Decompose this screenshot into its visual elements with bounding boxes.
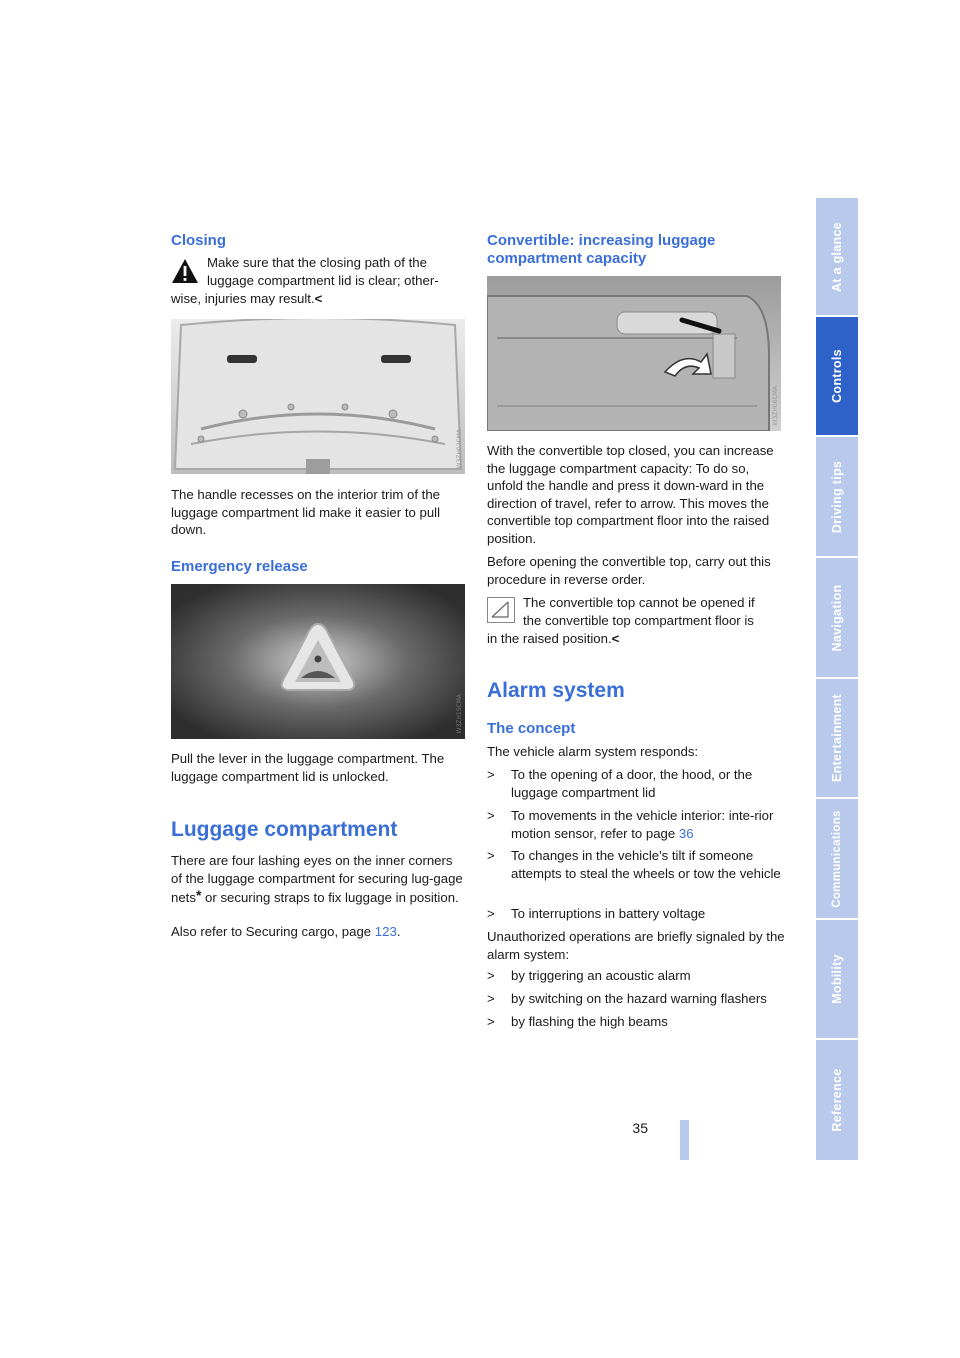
tab-label: Reference: [830, 1068, 844, 1132]
lever-paragraph: Pull the lever in the luggage compartment. The luggage compartment lid is unlocked.: [171, 751, 445, 784]
capacity-paragraph: With the convertible top closed, you can increase the luggage compartment capacity: To do so, unfold the handle and press it down-ward in the direction of travel, refer to arrow. This moves the convertible top compartment floor into the raised position.: [487, 443, 774, 546]
tab-communications[interactable]: [816, 799, 858, 918]
convertible-heading: Convertible: increasing luggage compartment capacity: [487, 232, 716, 267]
reverse-paragraph: Before opening the convertible top, carry out this procedure in reverse order.: [487, 554, 771, 587]
closing-warning-text-end: wise, injuries may result.: [171, 291, 315, 306]
bullet: >: [487, 1014, 495, 1029]
lashing-text-b: or securing straps to fix luggage in position.: [201, 890, 459, 906]
list-item: [487, 807, 791, 842]
concept-heading: The concept: [487, 720, 576, 737]
list-item-text: To interruptions in battery voltage: [511, 906, 706, 921]
tab-label: Communications: [831, 809, 843, 908]
page-number: 35: [632, 1120, 648, 1136]
closing-heading: Closing: [171, 232, 226, 249]
photo-id: W3ZH02CMA: [456, 428, 463, 468]
list-item: [487, 847, 791, 882]
photo-id: W3ZH06CMA: [772, 385, 779, 425]
list-item: [487, 990, 811, 1008]
tab-at-a-glance[interactable]: [816, 198, 858, 315]
note-line1: The convertible top cannot be opened if: [523, 595, 755, 610]
list-item-text: by triggering an acoustic alarm: [511, 968, 691, 983]
bullet: >: [487, 767, 495, 782]
note-line3: [487, 630, 619, 648]
list-item: [487, 1013, 811, 1031]
list-item-text: by flashing the high beams: [511, 1014, 668, 1029]
luggage-compartment-heading: Luggage compartment: [171, 818, 398, 841]
lashing-paragraph: [171, 852, 467, 907]
note-icon: [487, 597, 515, 623]
photo-id: W3ZH1SCMA: [456, 693, 463, 733]
tab-entertainment[interactable]: [816, 679, 858, 797]
responds-paragraph: The vehicle alarm system responds:: [487, 744, 699, 759]
lashing-text-a: There are four lashing eyes on the inner corners of the luggage compartment for securing lug-gage nets: [171, 853, 463, 906]
list-item: [487, 967, 811, 985]
list-item-text: To movements in the vehicle interior: inte-rior motion sensor, refer to page: [511, 808, 774, 841]
page-link-36[interactable]: 36: [678, 825, 694, 841]
note-text-end: in the raised position.: [487, 631, 612, 646]
handle-paragraph: The handle recesses on the interior trim of the luggage compartment lid make it easier to pull down.: [171, 487, 441, 538]
closing-warning-line3: [171, 290, 322, 308]
period: .: [396, 924, 401, 939]
bullet: >: [487, 848, 495, 863]
warning-icon: [171, 258, 199, 284]
emergency-release-heading: Emergency release: [171, 558, 308, 575]
alarm-system-heading: Alarm system: [487, 679, 625, 702]
page-marker: [680, 1120, 689, 1160]
optional-equipment-star: *: [195, 887, 202, 904]
list-item-text: by switching on the hazard warning flashers: [511, 991, 767, 1006]
tab-label: Entertainment: [830, 694, 844, 782]
tab-controls[interactable]: [816, 317, 858, 435]
convertible-compartment-photo: [487, 276, 781, 431]
unauthorized-paragraph: Unauthorized operations are briefly signaled by the alarm system:: [487, 929, 785, 962]
list-item: [487, 905, 791, 923]
also-refer-text: Also refer to Securing cargo, page: [171, 924, 375, 939]
bullet: >: [487, 808, 495, 823]
tab-label: Driving tips: [830, 460, 844, 533]
tab-label: Navigation: [830, 584, 844, 651]
tab-label: At a glance: [830, 221, 844, 292]
page-link-123[interactable]: 123: [374, 924, 397, 939]
closing-warning-line2: luggage compartment lid is clear; other-: [207, 273, 439, 288]
also-refer-line: [171, 923, 400, 941]
tab-mobility[interactable]: [816, 920, 858, 1038]
tab-navigation[interactable]: [816, 558, 858, 677]
tab-label: Mobility: [830, 954, 844, 1004]
emergency-release-photo: [171, 584, 465, 739]
closing-warning-line1: Make sure that the closing path of the: [207, 255, 427, 270]
tab-reference[interactable]: [816, 1040, 858, 1160]
list-item-text: To the opening of a door, the hood, or the luggage compartment lid: [511, 767, 753, 800]
bullet: >: [487, 968, 495, 983]
bullet: >: [487, 991, 495, 1006]
tab-driving-tips[interactable]: [816, 437, 858, 556]
note-line2: the convertible top compartment floor is: [523, 613, 754, 628]
bullet: >: [487, 906, 495, 921]
end-mark: <: [314, 291, 323, 306]
tab-label: Controls: [830, 349, 844, 403]
end-mark: <: [611, 631, 620, 646]
lid-interior-photo: [171, 319, 465, 474]
list-item: [487, 766, 791, 801]
list-item-text: To changes in the vehicle's tilt if someone attempts to steal the wheels or tow the vehicle: [511, 848, 781, 881]
